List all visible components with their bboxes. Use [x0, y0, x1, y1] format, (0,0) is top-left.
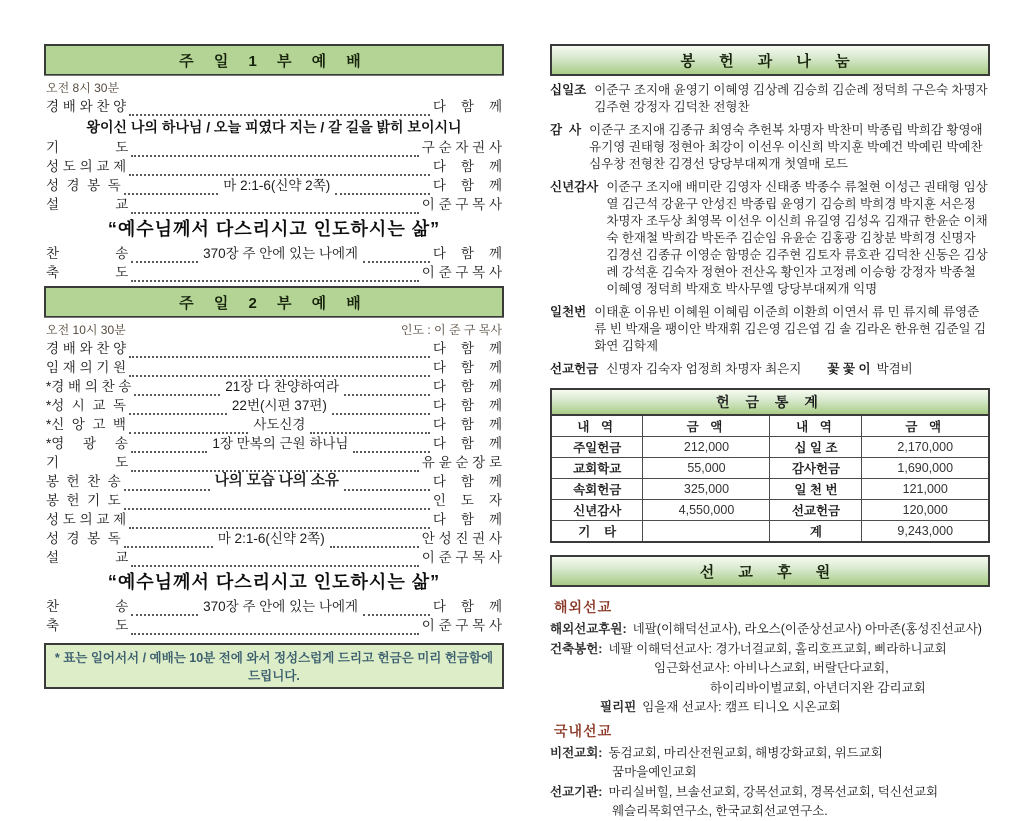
worship-item-label: 축 도 [46, 618, 129, 633]
offering-amount: 9,243,000 [862, 521, 989, 543]
dotted-leader [363, 604, 430, 616]
worship-item-label: 성 도 의 교 제 [46, 512, 127, 527]
table-row [551, 437, 989, 458]
dotted-leader [131, 555, 418, 567]
worship-row [44, 263, 504, 282]
offering-amount: 120,000 [862, 500, 989, 521]
offering-section-header: 봉 헌 과 나 눔 [550, 44, 990, 76]
worship-performer: 이 준 구 목 사 [421, 197, 502, 212]
worship-row [44, 415, 504, 434]
worship-item-label: *경 배 의 찬 송 [46, 379, 132, 394]
service2-time: 오전 10시 30분 [46, 323, 126, 337]
worship-performer: 다 함 께 [432, 99, 502, 114]
worship-row [44, 529, 504, 548]
mission-section-header: 선 교 후 원 [550, 555, 990, 587]
dotted-leader [131, 251, 198, 263]
offering-amount: 1,690,000 [862, 458, 989, 479]
table-row [551, 479, 989, 500]
offering-paragraph-mission [550, 361, 990, 378]
overseas-mission-heading: 해외선교 [554, 599, 613, 615]
column-header: 금 액 [643, 415, 770, 437]
service1-time: 오전 8시 30분 [46, 81, 120, 95]
mission-line-label: 필리핀 [600, 700, 637, 714]
sermon-title: “예수님께서 다스리시고 인도하시는 삶” [107, 219, 441, 239]
worship-performer: 다 함 께 [432, 599, 503, 614]
mission-line [550, 803, 990, 821]
worship-performer: 유 윤 순 장 로 [421, 455, 502, 470]
offering-paragraph-newyear [550, 179, 990, 298]
dotted-leader [344, 479, 430, 491]
worship-item-label: 성 경 봉 독 [46, 178, 121, 193]
worship-row [44, 472, 504, 491]
dotted-leader [335, 183, 430, 195]
worship-row [44, 358, 504, 377]
worship-performer: 다 함 께 [432, 379, 503, 394]
offering-label: 선교헌금 [550, 362, 599, 376]
service2-time-row [44, 317, 504, 339]
dotted-leader [131, 623, 418, 635]
dotted-leader [310, 422, 429, 434]
worship-row [44, 396, 504, 415]
column-header: 내 역 [551, 415, 643, 437]
dotted-leader [332, 403, 430, 415]
dotted-leader [129, 403, 227, 415]
dotted-leader [344, 384, 430, 396]
worship-item-label: *성 시 교 독 [46, 398, 126, 413]
offering-label: 감 사 [550, 123, 582, 137]
mission-line-label: 선교기관: [550, 784, 603, 799]
mission-line-label: 건축봉헌: [550, 641, 603, 656]
dotted-leader [124, 183, 219, 195]
worship-performer: 다 함 께 [432, 474, 502, 489]
offering-hymn-title: 나의 모습 나의 소유 [214, 473, 339, 489]
flower-arrangement-name: 박겸비 [876, 362, 913, 376]
bulletin-right-page [550, 44, 990, 821]
worship-row [44, 434, 504, 453]
worship-performer: 다 함 께 [432, 398, 502, 413]
worship-performer: 구 순 자 권 사 [421, 140, 502, 155]
offering-amount: 325,000 [643, 479, 770, 500]
offering-paragraph-thanks [550, 122, 990, 173]
worship-performer: 이 준 구 목 사 [421, 265, 502, 280]
dotted-leader [131, 441, 207, 453]
offering-amount [643, 521, 770, 543]
table-row [551, 521, 989, 543]
worship-item-label: 축 도 [46, 265, 129, 280]
dotted-leader [134, 384, 220, 396]
mission-line-label: 해외선교후원: [550, 622, 627, 636]
scripture-reference: 마 2:1-6(신약 2쪽) [217, 531, 325, 546]
dotted-leader [131, 202, 418, 214]
offering-type: 속회헌금 [551, 479, 643, 500]
worship-item-label: 성 도 의 교 제 [46, 159, 127, 174]
worship-row [44, 548, 504, 567]
offering-label: 신년감사 [550, 180, 599, 194]
worship-row [44, 339, 504, 358]
dotted-leader [129, 164, 430, 176]
worship-item-label: 봉 헌 기 도 [46, 493, 121, 508]
worship-row [44, 97, 504, 116]
worship-row [44, 491, 504, 510]
worship-performer: 다 함 께 [432, 512, 502, 527]
mission-line-text: 네팔(이해덕선교사), 라오스(이준상선교사) 아마존(홍성진선교사) [632, 622, 982, 636]
worship-performer: 다 함 께 [432, 246, 503, 261]
mission-line [550, 764, 990, 782]
dotted-leader [131, 604, 198, 616]
offering-names: 이태훈 이유빈 이혜원 이혜림 이준희 이환희 이연서 류 민 류지혜 류영준 류 빈 박재을 팽이안 박재휘 김은영 김은엽 김 솔 김라온 한유현 김준일 김화연 김학제 [594, 305, 987, 353]
worship-item-label: 경 배 와 찬 양 [46, 99, 127, 114]
worship-row [44, 510, 504, 529]
dotted-leader [330, 536, 419, 548]
dotted-leader [131, 460, 418, 472]
mission-line [550, 641, 990, 659]
offering-type: 감사헌금 [770, 458, 862, 479]
offering-type: 주일헌금 [551, 437, 643, 458]
dotted-leader [131, 145, 418, 157]
worship-item-label: 기 도 [46, 455, 129, 470]
dotted-leader [353, 441, 429, 453]
worship-item-label: *신 앙 고 백 [46, 417, 126, 432]
mission-line-text: 동검교회, 마리산전원교회, 해병강화교회, 위드교회 [608, 745, 883, 760]
offering-type: 선교헌금 [770, 500, 862, 521]
worship-row [44, 176, 504, 195]
offering-amount: 2,170,000 [862, 437, 989, 458]
offering-amount: 55,000 [643, 458, 770, 479]
dotted-leader [129, 104, 430, 116]
service1-header: 주 일 1 부 예 배 [44, 44, 504, 76]
worship-item-label: 성 경 봉 독 [46, 531, 121, 546]
dotted-leader [129, 365, 430, 377]
worship-performer: 이 준 구 목 사 [421, 618, 502, 633]
dotted-leader [129, 422, 248, 434]
mission-line [550, 699, 990, 717]
scripture-reference: 마 2:1-6(신약 2쪽) [223, 178, 331, 193]
worship-row [44, 157, 504, 176]
worship-note: * 표는 일어서서 / 예배는 10분 전에 와서 정성스럽게 드리고 헌금은 미리 헌금함에 드립니다. [44, 643, 504, 689]
worship-row [44, 616, 504, 635]
bulletin-left-page [44, 44, 504, 689]
hymn-title: 370장 주 안에 있는 나에게 [203, 599, 359, 614]
offering-paragraph-tithe [550, 82, 990, 116]
worship-performer: 이 준 구 목 사 [421, 550, 502, 565]
offering-names: 신명자 김숙자 엄정희 차명자 최은지 [606, 362, 802, 376]
service2-leader: 인도 : 이 준 구 목사 [400, 323, 502, 337]
hymn-title: 21장 다 찬양하여라 [225, 379, 340, 394]
offering-type: 일 천 번 [770, 479, 862, 500]
worship-item-label: *영 광 송 [46, 436, 128, 451]
worship-item-label: 기 도 [46, 140, 129, 155]
dotted-leader [124, 498, 430, 510]
offering-type: 십 일 조 [770, 437, 862, 458]
offering-type: 교회학교 [551, 458, 643, 479]
mission-line [550, 621, 990, 639]
offering-amount: 121,000 [862, 479, 989, 500]
mission-line [550, 660, 990, 678]
flower-arrangement-label: 꽃 꽃 이 [827, 362, 871, 376]
mission-line [550, 745, 990, 763]
service2-header: 주 일 2 부 예 배 [44, 286, 504, 318]
offering-amount: 4,550,000 [643, 500, 770, 521]
worship-row [44, 377, 504, 396]
dotted-leader [124, 536, 213, 548]
worship-item-label: 임 재 의 기 원 [46, 360, 127, 375]
dotted-leader [124, 479, 210, 491]
offering-label: 일천번 [550, 305, 587, 319]
dotted-leader [363, 251, 430, 263]
worship-performer: 안 성 진 권 사 [421, 531, 503, 546]
column-header: 금 액 [862, 415, 989, 437]
hymn-title: 1장 만복의 근원 하나님 [212, 436, 349, 451]
offering-label: 십일조 [550, 83, 587, 97]
worship-performer: 다 함 께 [432, 360, 502, 375]
dotted-leader [129, 517, 430, 529]
offering-names: 이준구 조지애 배미란 김영자 신태종 박종수 류철현 이성근 권태형 임상열 김근석 강윤구 안성진 박종립 윤영기 김승희 박희경 박지훈 서은정 차명자 조두상 최영목 이선우 이신희 유길영 김성옥 김재규 한윤순 이채숙 한재철 박희감 박돈주 김순임 유윤순 김홍광 김창분 박희경 신명자 김경선 김종규 이영순 함명순 김주현 김토자 류호관 김덕찬 신동은 김상례 강석훈 김숙자 정현아 전산옥 황인자 고정례 이승항 강정자 박종철 이혜영 정덕희 박재호 박사무엘 당당부대찌개 익명 [606, 180, 988, 296]
mission-line-label: 비전교회: [550, 745, 603, 760]
mission-line [550, 784, 990, 802]
worship-item-label: 경 배 와 찬 양 [46, 341, 127, 356]
offering-names: 이준구 조지애 김종규 최영숙 추헌복 차명자 박찬미 박종립 박희감 황영애 유기영 권태형 정현아 최강이 이선우 이신희 박지훈 박예건 박예린 박예찬 심우창 전형찬 김경선 당당부대찌개 첫열매 로드 [589, 123, 983, 171]
offering-type: 기 타 [551, 521, 643, 543]
responsive-reading: 22번(시편 37편) [231, 398, 327, 413]
worship-performer: 다 함 께 [432, 178, 502, 193]
worship-item-label: 설 교 [46, 550, 129, 565]
worship-row [44, 244, 504, 263]
table-row [551, 500, 989, 521]
offering-paragraph-thousand [550, 304, 990, 355]
worship-item-label: 설 교 [46, 197, 129, 212]
mission-line-text: 꿈마을예인교회 [612, 765, 697, 779]
column-header: 내 역 [770, 415, 862, 437]
worship-performer: 다 함 께 [432, 341, 502, 356]
offering-type: 계 [770, 521, 862, 543]
creed-name: 사도신경 [253, 417, 306, 432]
praise-songs-line: 왕이신 나의 하나님 / 오늘 피였다 지는 / 갈 길을 밝히 보이시니 [86, 119, 462, 135]
mission-line-text: 웨슬리목회연구소, 한국교회선교연구소. [612, 804, 828, 818]
table-title: 헌 금 통 계 [551, 389, 989, 415]
mission-line-text: 임을재 선교사: 캠프 티니오 시온교회 [642, 700, 841, 714]
worship-performer: 다 함 께 [432, 159, 502, 174]
dotted-leader [129, 346, 430, 358]
service1-time-row [44, 75, 504, 97]
worship-item-label: 봉 헌 찬 송 [46, 474, 121, 489]
worship-row [44, 195, 504, 214]
offering-amount: 212,000 [643, 437, 770, 458]
mission-line-text: 네팔 이해덕선교사: 경가너걸교회, 홀리호프교회, 삐라하니교회 [608, 641, 947, 656]
table-row [551, 458, 989, 479]
dotted-leader [131, 270, 418, 282]
worship-row [44, 138, 504, 157]
worship-row [44, 453, 504, 472]
worship-item-label: 찬 송 [46, 246, 129, 261]
mission-line-text: 하이리바이벌교회, 아년더지완 감리교회 [710, 680, 926, 695]
sermon-title: “예수님께서 다스리시고 인도하시는 삶” [107, 572, 441, 592]
domestic-mission-heading: 국내선교 [554, 722, 613, 739]
mission-line-text: 마리실버힐, 브솔선교회, 강목선교회, 경목선교회, 덕신선교회 [608, 784, 939, 799]
worship-row [44, 597, 504, 616]
worship-item-label: 찬 송 [46, 599, 129, 614]
worship-performer: 인 도 자 [432, 493, 502, 508]
offering-statistics-table [550, 388, 990, 543]
hymn-title: 370장 주 안에 있는 나에게 [203, 246, 359, 261]
worship-performer: 다 함 께 [432, 417, 502, 432]
worship-performer: 다 함 께 [432, 436, 503, 451]
offering-type: 신년감사 [551, 500, 643, 521]
offering-names: 이준구 조지애 윤영기 이혜영 김상례 김승희 김순례 정덕희 구은숙 차명자 김주현 강정자 김덕찬 전형찬 [594, 83, 988, 114]
mission-line [550, 680, 990, 698]
mission-line-text: 임근화선교사: 아비나스교회, 버랄단다교회, [654, 661, 889, 675]
